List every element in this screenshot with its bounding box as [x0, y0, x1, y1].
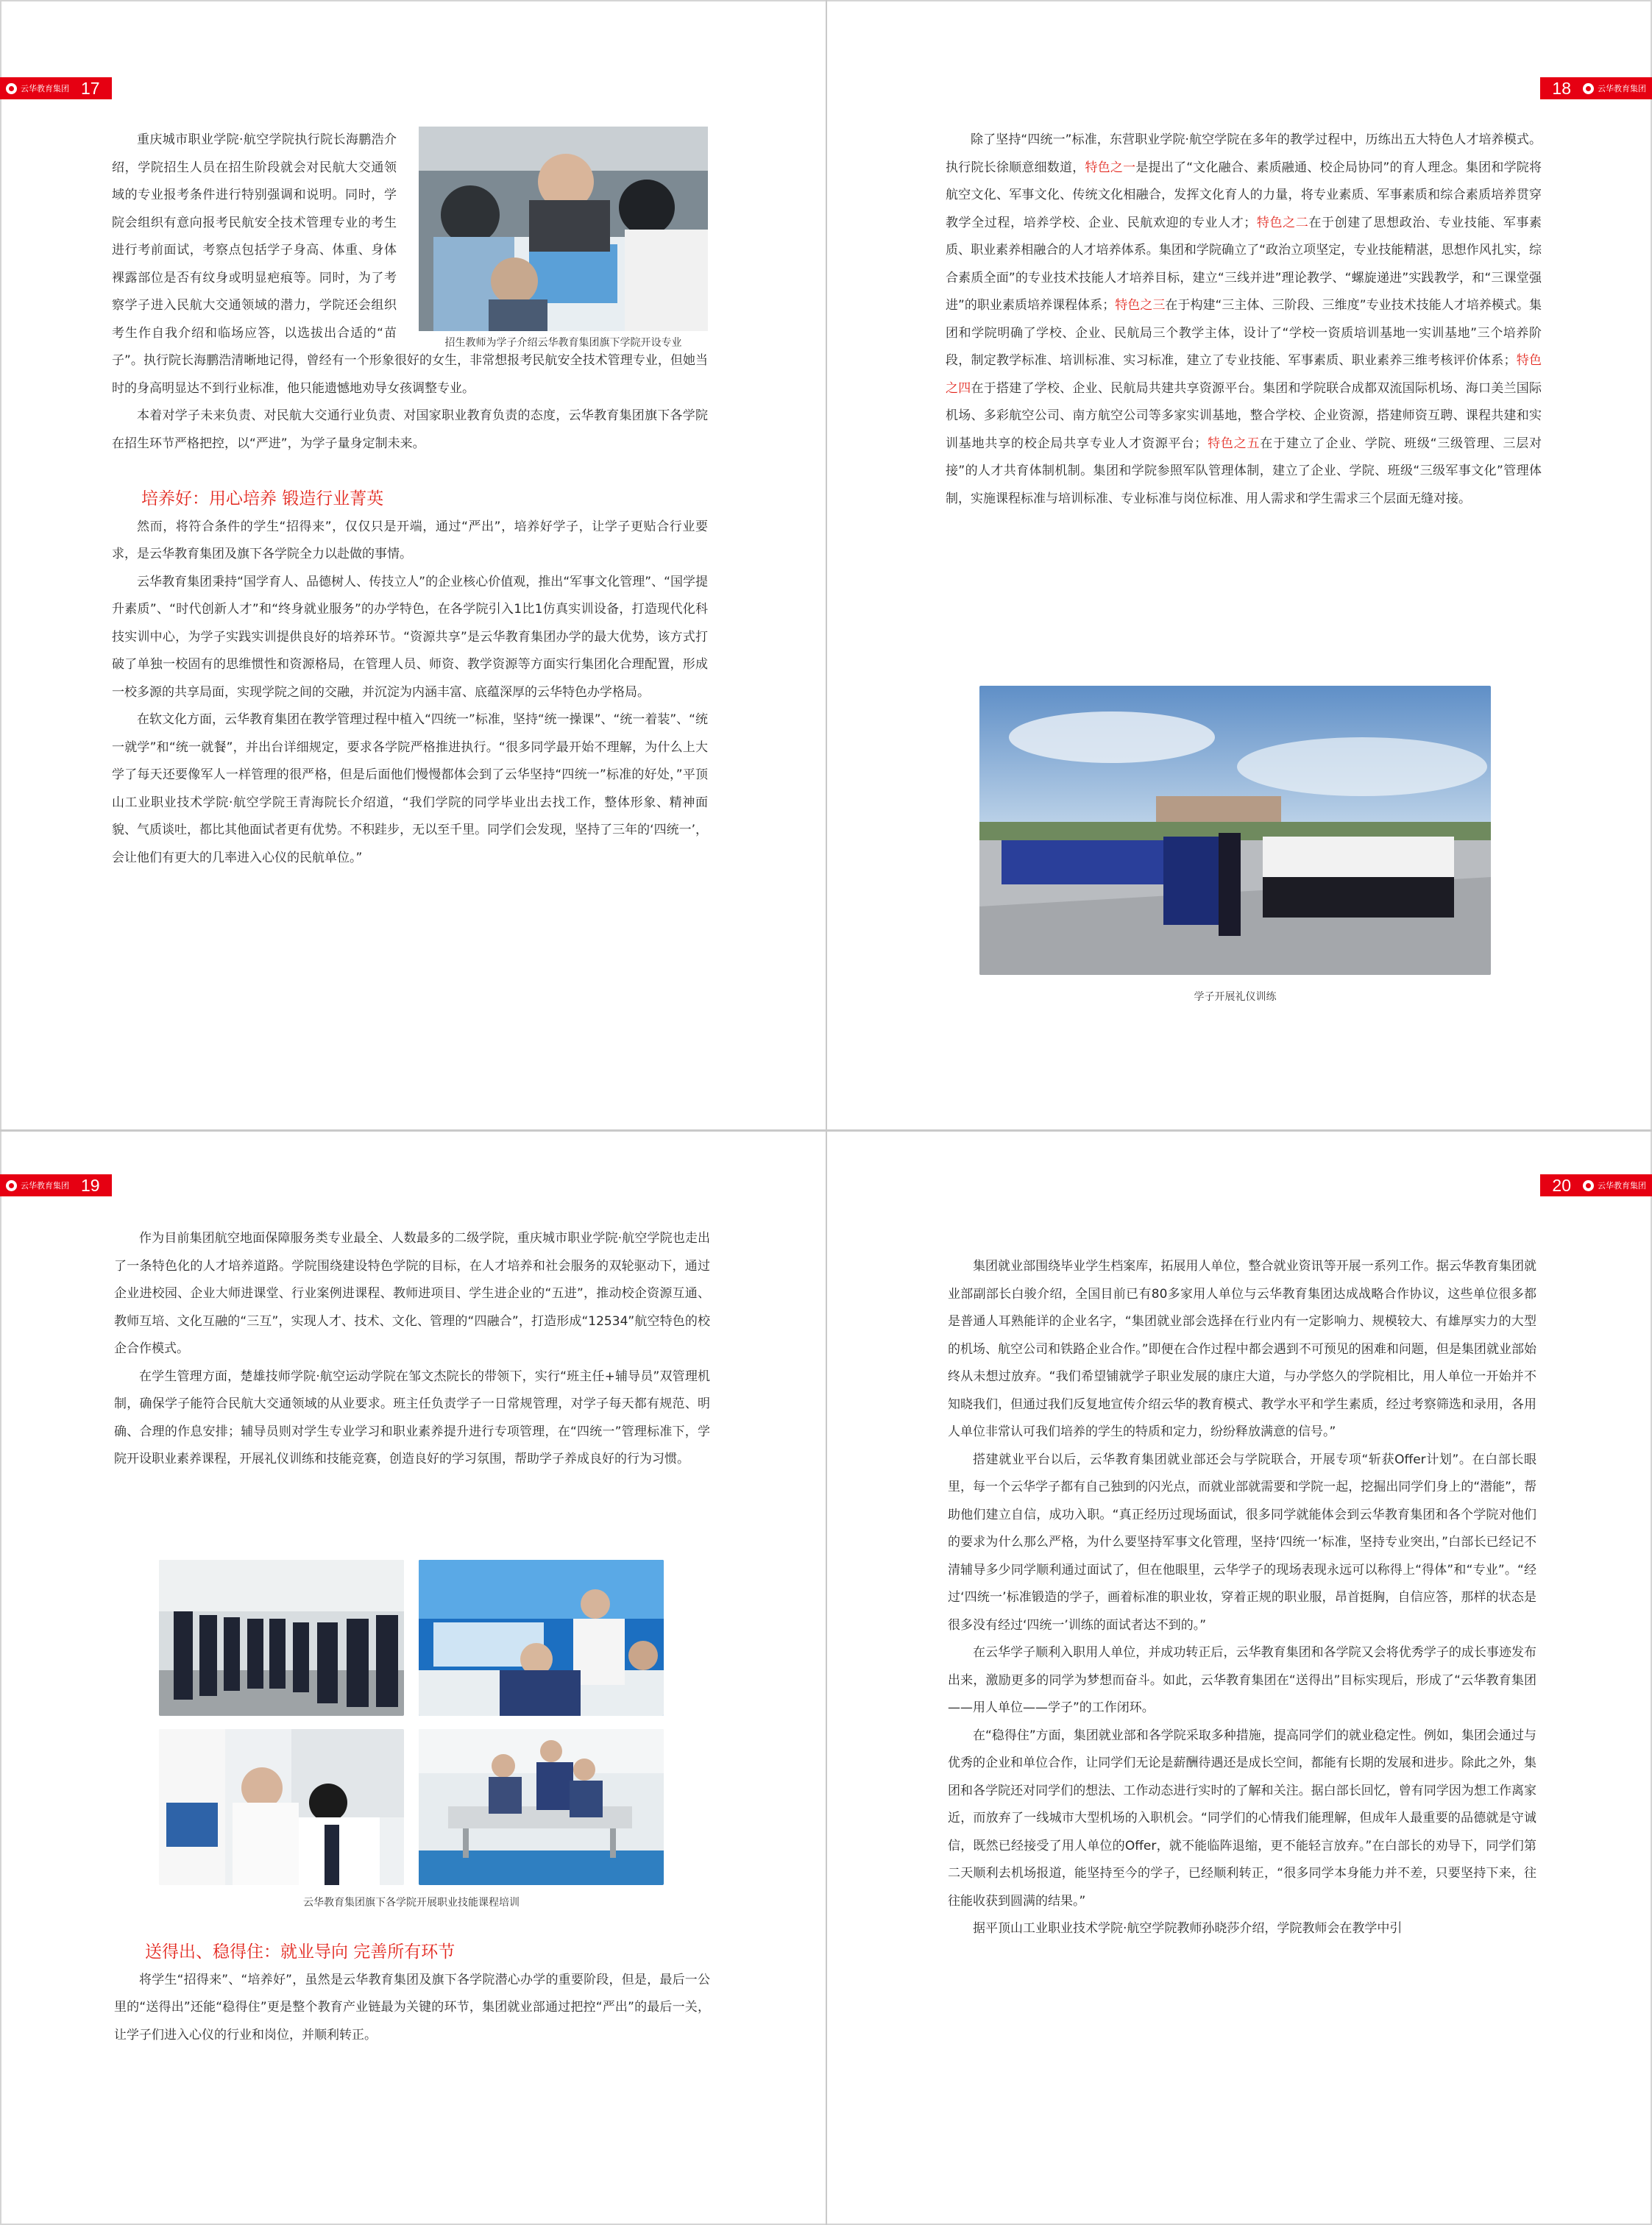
logo-icon — [6, 1180, 17, 1191]
paragraph: 在云华学子顺利入职用人单位，并成功转正后，云华教育集团和各学院又会将优秀学子的成长事迹发布出来，激励更多的同学为梦想而奋斗。如此，云华教育集团在“送得出”目标实现后，形成了“云华教育集团——用人单位——学子”的工作闭环。 — [948, 1645, 1536, 1715]
photo-makeup-image — [159, 1729, 404, 1885]
brand-logo: 云华教育集团 — [0, 82, 75, 94]
brand-logo: 云华教育集团 — [1577, 1179, 1652, 1191]
page-17-tab — [0, 77, 112, 99]
photos-caption: 云华教育集团旗下各学院开展职业技能课程培训 — [303, 1897, 520, 1909]
brand-logo: 云华教育集团 — [0, 1179, 75, 1191]
logo-icon — [1583, 1180, 1594, 1191]
paragraph: 然而，将符合条件的学生“招得来”，仅仅只是开端，通过“严出”，培养好学子，让学子更贴合行业要求，是云华教育集团及旗下各学院全力以赴做的事情。 — [112, 519, 708, 561]
page-19-body-bottom — [114, 1939, 710, 2049]
page-18-body — [946, 127, 1542, 513]
paragraph: 在“稳得住”方面，集团就业部和各学院采取多种措施，提高同学们的就业稳定性。例如，集团会通过与优秀的企业和单位合作，让同学们无论是薪酬待遇还是成长空间，都能有长期的发展和进步。除此之外，集团和各学院还对同学们的想法、工作动态进行实时的了解和关注。据白部长回忆，曾有同学因为想工作离家近，而放弃了一线城市大型机场的入职机会。“同学们的心情我们能理解，但成年人最重要的品德就是守诚信，既然已经接受了用人单位的Offer，就不能临阵退缩，更不能轻言放弃。”在白部长的劝导下，同学们第二天顺利去机场报道，能坚持至今的学子，已经顺利转正，“很多同学本身能力并不差，只要坚持下来，往往能收获到圆满的结果。” — [948, 1728, 1536, 1909]
feature-label: 特色之二 — [1256, 215, 1309, 230]
feature-label: 特色之一 — [1085, 160, 1136, 175]
section-heading: 培养好：用心培养 锻造行业菁英 — [141, 489, 384, 508]
photo-cockpit-image — [419, 1560, 664, 1716]
paragraph: 除了坚持“四统一”标准，东营职业学院·航空学院在多年的教学过程中，历练出五大特色人才培养模式。执行院长徐顺意细数道，特色之一是提出了“文化融合、素质融通、校企局协同”的育人理念。集团和学院将航空文化、军事文化、传统文化相融合，发挥文化育人的力量，将专业素质、军事素质和综合素质培养贯穿教学全过程，培养学校、企业、民航欢迎的专业人才；特色之二在于创建了思想政治、专业技能、军事素质、职业素养相融合的人才培养体系。集团和学院确立了“政治立项坚定，专业技能精湛，思想作风扎实，综合素质全面”的专业技术技能人才培养目标，建立“三线并进”理论教学、“螺旋递进”实践教学，和“三课堂强进”的职业素质培养课程体系；特色之三在于构建“三主体、三阶段、三维度”专业技术技能人才培养模式。集团和学院明确了学校、企业、民航局三个教学主体，设计了“学校一资质培训基地一实训基地”三个培养阶段，制定教学标准、培训标准、实习标准，建立了专业技能、军事素质、职业素养三维考核评价体系；特色之四在于搭建了学校、企业、民航局共建共享资源平台。集团和学院联合成都双流国际机场、海口美兰国际机场、多彩航空公司、南方航空公司等多家实训基地，整合学校、企业资源，搭建师资互聘、课程共建和实训基地共享的校企局共享专业人才资源平台；特色之五在于建立了企业、学院、班级“三级管理、三层对接”的人才共育体制机制。集团和学院参照军队管理体制，建立了企业、学院、班级“三级军事文化”管理体制，实施课程标准与培训标准、专业标准与岗位标准、用人需求和学生需求三个层面无缝对接。 — [946, 132, 1542, 506]
section-heading: 送得出、稳得住：就业导向 完善所有环节 — [145, 1942, 455, 1962]
logo-icon — [6, 83, 17, 94]
page-number: 17 — [81, 78, 100, 98]
page-20-body — [948, 1253, 1536, 1943]
photo-caption: 学子开展礼仪训练 — [1194, 991, 1277, 1003]
photo-makeup-class — [159, 1729, 404, 1885]
page-19-body-top — [114, 1225, 710, 1474]
photo-skills-lab — [419, 1729, 664, 1885]
logo-icon — [1583, 83, 1594, 94]
paragraph: 重庆城市职业学院·航空学院执行院长海鹏浩介绍，学院招生人员在招生阶段就会对民航大交通领域的专业报考条件进行特别强调和说明。同时，学院会组织有意向报考民航安全技术管理专业的考生进行考前面试，考察点包括学子身高、体重、身体裸露部位是否有纹身或明显疤痕等。同时，为了考察学子进入民航大交通领域的潜力，学院还会组织考生作自我介绍和临场应答，以选拔出合适的“苗子”。执行院长海鹏浩清晰地记得，曾经有一个形象很好的女生，非常想报考民航安全技术管理专业，但她当时的身高明显达不到行业标准，他只能遗憾地劝导女孩调整专业。 — [112, 132, 708, 396]
photo-caption: 招生教师为学子介绍云华教育集团旗下学院开设专业 — [444, 337, 682, 349]
paragraph: 将学生“招得来”、“培养好”，虽然是云华教育集团及旗下各学院潜心办学的重要阶段，但是，最后一公里的“送得出”还能“稳得住”更是整个教育产业链最为关键的环节，集团就业部通过把控“严出”的最后一关，让学子们进入心仪的行业和岗位，并顺利转正。 — [114, 1972, 710, 2043]
page-20-tab — [1540, 1174, 1652, 1196]
page-number: 18 — [1552, 78, 1571, 98]
feature-label: 特色之三 — [1115, 298, 1166, 313]
photo-team-lineup — [159, 1560, 404, 1716]
page-19-tab — [0, 1174, 112, 1196]
paragraph: 搭建就业平台以后，云华教育集团就业部还会与学院联合，开展专项“斩获Offer计划”。在白部长眼里，每一个云华学子都有自己独到的闪光点，而就业部就需要和学院一起，挖掘出同学们身上的“潜能”，帮助他们建立自信，成功入职。“真正经历过现场面试，很多同学就能体会到云华教育集团和各个学院对他们的要求为什么那么严格，为什么要坚持军事文化管理，坚持‘四统一’标准，坚持专业突出，”白部长已经记不清辅导多少同学顺利通过面试了，但在他眼里，云华学子的现场表现永远可以称得上“得体”和“专业”。“经过‘四统一’标准锻造的学子，画着标准的职业妆，穿着正规的职业服，昂首挺胸，自信应答，那样的状态是很多没有经过‘四统一’训练的面试者达不到的。” — [948, 1452, 1536, 1633]
page-number: 20 — [1552, 1175, 1571, 1195]
paragraph: 在软文化方面，云华教育集团在教学管理过程中植入“四统一”标准，坚持“统一操课”、“统一着装”、“统一就学”和“统一就餐”，并出台详细规定，要求各学院严格推进执行。“很多同学最开始不理解，为什么上大学了每天还要像军人一样管理的很严格，但是后面他们慢慢都体会到了云华坚持“四统一”标准的好处，”平顶山工业职业技术学院·航空学院王青海院长介绍道，“我们学院的同学毕业出去找工作，整体形象、精神面貌、气质谈吐，都比其他面试者更有优势。不积跬步，无以至千里。同学们会发现，坚持了三年的‘四统一’，会让他们有更大的几率进入心仪的民航单位。” — [112, 712, 708, 865]
brand-logo: 云华教育集团 — [1577, 82, 1652, 94]
photo-etiquette-training — [979, 686, 1491, 975]
page-number: 19 — [81, 1175, 100, 1195]
vertical-page-divider — [826, 0, 827, 2225]
feature-label: 特色之四 — [946, 353, 1542, 396]
feature-label: 特色之五 — [1207, 436, 1261, 451]
photo-lab-image — [419, 1729, 664, 1885]
page-18-tab — [1540, 77, 1652, 99]
photo-etiquette-image — [979, 686, 1491, 975]
paragraph: 据平顶山工业职业技术学院·航空学院教师孙晓莎介绍，学院教师会在教学中引 — [973, 1921, 1403, 1936]
paragraph: 在学生管理方面，楚雄技师学院·航空运动学院在邹文杰院长的带领下，实行“班主任+辅导员”双管理机制，确保学子能符合民航大交通领域的从业要求。班主任负责学子一日常规管理，对学子每天都有规范、明确、合理的作息安排；辅导员则对学生专业学习和职业素养提升进行专项管理，在“四统一”管理标准下，学院开设职业素养课程，开展礼仪训练和技能竞赛，创造良好的学习氛围，帮助学子养成良好的行为习惯。 — [114, 1369, 710, 1466]
photo-recruit-teacher — [419, 127, 708, 349]
paragraph: 集团就业部围绕毕业学生档案库，拓展用人单位，整合就业资讯等开展一系列工作。据云华教育集团就业部副部长白骏介绍，全国目前已有80多家用人单位与云华教育集团达成战略合作协议，这些单位很多都是普通人耳熟能详的企业名字，“集团就业部会选择在行业内有一定影响力、规模较大、有雄厚实力的大型的机场、航空公司和铁路企业合作。”即便在合作过程中都会遇到不可预见的困难和问题，但是集团就业部始终从未想过放弃。“我们希望铺就学子职业发展的康庄大道，与办学悠久的学院相比，用人单位一开始并不知晓我们，但通过我们反复地宣传介绍云华的教育模式、教学水平和学生素质，经过考察筛选和录用，各用人单位非常认可我们培养的学生的特质和定力，纷纷释放满意的信号。” — [948, 1259, 1536, 1439]
paragraph: 本着对学子未来负责、对民航大交通行业负责、对国家职业教育负责的态度，云华教育集团旗下各学院在招生环节严格把控，以“严进”，为学子量身定制未来。 — [112, 408, 708, 451]
paragraph: 云华教育集团秉持“国学育人、品德树人、传技立人”的企业核心价值观，推出“军事文化管理”、“国学提升素质”、“时代创新人才”和“终身就业服务”的办学特色，在各学院引入1比1仿真实训设备，打造现代化科技实训中心，为学子实践实训提供良好的培养环节。“资源共享”是云华教育集团办学的最大优势，该方式打破了单独一校固有的思维惯性和资源格局，在管理人员、师资、教学资源等方面实行集团化合理配置，形成一校多源的共享局面，实现学院之间的交融，并沉淀为内涵丰富、底蕴深厚的云华特色办学格局。 — [112, 574, 708, 700]
horizontal-page-divider — [0, 1129, 1652, 1132]
photo-lineup-image — [159, 1560, 404, 1716]
photo-cockpit-sim — [419, 1560, 664, 1716]
photo-recruit-image — [419, 127, 708, 331]
page-17-body — [112, 127, 708, 872]
paragraph: 作为目前集团航空地面保障服务类专业最全、人数最多的二级学院，重庆城市职业学院·航空学院也走出了一条特色化的人才培养道路。学院围绕建设特色学院的目标，在人才培养和社会服务的双轮驱动下，通过企业进校园、企业大师进课堂、行业案例进课程、教师进项目、学生进企业的“五进”，推动校企资源互通、教师互培、文化互融的“三互”，实现人才、技术、文化、管理的“四融合”，打造形成“12534”航空特色的校企合作模式。 — [114, 1231, 710, 1356]
